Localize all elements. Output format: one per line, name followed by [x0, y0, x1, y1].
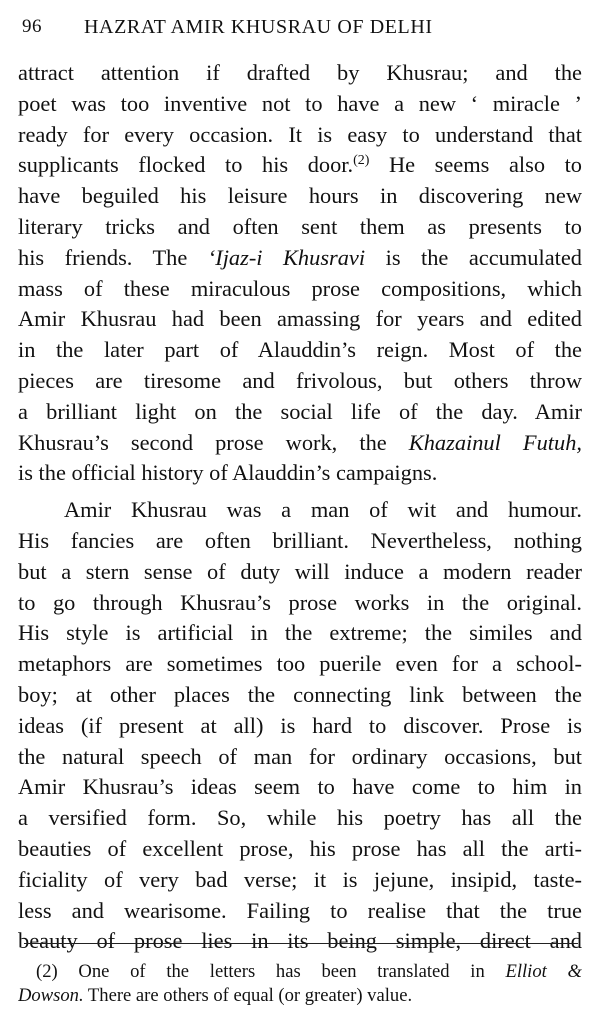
text-line: less and wearisome. Failing to realise that the true: [18, 897, 582, 923]
text-line: to go through Khusrau’s prose works in the original.: [18, 589, 582, 615]
text-line: ready for every occasion. It is easy to understand that: [18, 121, 582, 147]
text-line: [18, 150, 582, 181]
text-line: mass of these miraculous prose compositions, which: [18, 275, 582, 301]
text-line: Amir Khusrau had been amassing for years and edited: [18, 306, 582, 332]
italic-title: Dowson.: [18, 985, 84, 1006]
text-line: beauties of excellent prose, his prose has all the arti-: [18, 835, 582, 861]
text-run: is the accumulated: [365, 244, 582, 270]
text-line: [18, 428, 582, 459]
footnote-line: [18, 984, 582, 1008]
text-line: boy; at other places the connecting link between the: [18, 681, 582, 707]
italic-title: ‘Ijaz-i Khusravi: [207, 244, 366, 270]
text-run: (2) One of the letters has been translated in: [36, 961, 506, 982]
text-run: He seems also to: [369, 152, 582, 178]
footnote-line: [18, 960, 582, 984]
italic-title: Elliot &: [505, 961, 582, 982]
page-number: 96: [22, 16, 42, 37]
running-title: HAZRAT AMIR KHUSRAU OF DELHI: [84, 16, 433, 38]
body-text: [18, 58, 582, 957]
text-line: in the later part of Alauddin’s reign. Most of the: [18, 337, 582, 363]
text-line: a versified form. So, while his poetry has all the: [18, 805, 582, 831]
text-line: His fancies are often brilliant. Nevertheless, nothing: [18, 527, 582, 553]
text-line: Amir Khusrau was a man of wit and humour.: [64, 497, 582, 523]
footnote-ref: (2): [353, 153, 370, 169]
text-run: supplicants flocked to his door.: [18, 152, 354, 178]
italic-title: Khazainul Futuh,: [408, 429, 582, 455]
page-header: [22, 10, 578, 40]
text-line: the natural speech of man for ordinary occasions, but: [18, 743, 582, 769]
text-line: literary tricks and often sent them as presents to: [18, 213, 582, 239]
text-run: Khusrau’s second prose work, the: [18, 429, 409, 455]
footnote-divider: [24, 943, 578, 944]
text-run: There are others of equal (or greater) value.: [83, 985, 413, 1006]
text-line: ficiality of very bad verse; it is jejune, insipid, taste-: [18, 866, 582, 892]
text-line: poet was too inventive not to have a new ‘ miracle ’: [18, 90, 582, 116]
text-line: [18, 243, 582, 274]
footnote: [18, 960, 582, 1008]
text-run: his friends. The: [18, 244, 208, 270]
text-line: beauty of prose lies in its being simple, direct and: [18, 928, 582, 954]
text-line: pieces are tiresome and frivolous, but others throw: [18, 367, 582, 393]
text-line: Amir Khusrau’s ideas seem to have come to him in: [18, 774, 582, 800]
text-line: is the official history of Alauddin’s campaigns.: [18, 460, 438, 486]
text-line: metaphors are sometimes too puerile even for a school-: [18, 651, 582, 677]
text-line: but a stern sense of duty will induce a modern reader: [18, 558, 582, 584]
text-line: ideas (if present at all) is hard to discover. Prose is: [18, 712, 582, 738]
text-line: attract attention if drafted by Khusrau; and the: [18, 60, 582, 85]
text-line: a brilliant light on the social life of the day. Amir: [18, 398, 582, 424]
text-line: His style is artificial in the extreme; the similes and: [18, 620, 582, 646]
text-line: have beguiled his leisure hours in discovering new: [18, 183, 582, 209]
